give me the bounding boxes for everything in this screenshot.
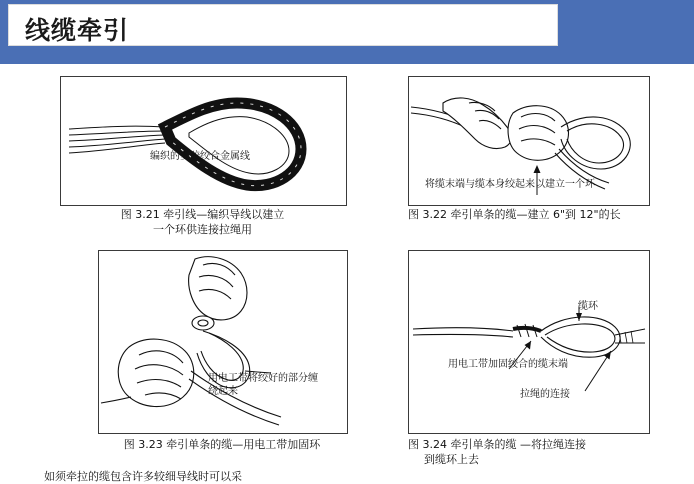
bottom-note: 如须牵拉的缆包含许多较细导线时可以采 — [44, 470, 242, 483]
figure-3-21-caption-line2: 一个环供连接拉绳用 — [153, 222, 252, 236]
figure-3-24-caption-line1: 图 3.24 牵引单条的缆 —将拉绳连接 — [408, 438, 586, 451]
figure-3-24-annotation-0: 缆环 — [578, 301, 598, 312]
figure-3-23-annotation-0: 用电工带将绞好的部分缠绕起来 — [208, 373, 318, 397]
figure-3-24-annotation-2: 拉绳的连接 — [520, 389, 570, 400]
figure-3-24-image — [408, 250, 650, 434]
pull-rope-attached-to-loop-illustration — [409, 251, 647, 431]
page-title: 线缆牵引 — [25, 16, 130, 45]
title-box — [8, 4, 558, 46]
title-banner — [0, 0, 694, 64]
figure-3-21-caption — [60, 208, 345, 238]
figure-3-23-caption — [98, 438, 346, 453]
figure-3-22-annotation-0: 将缆末端与缆本身绞起来以建立一个环 — [425, 179, 595, 190]
figure-3-21-caption-line1: 图 3.21 牵引线—编织导线以建立 — [120, 208, 285, 221]
figure-3-24-annotation-1: 用电工带加固绞合的缆末端 — [448, 359, 568, 370]
figure-3-23-image — [98, 250, 348, 434]
braided-wire-loop-illustration — [61, 77, 344, 203]
figure-3-24-caption-line2: 到缆环上去 — [424, 452, 479, 466]
figure-3-22-caption-line1: 图 3.22 牵引单条的缆—建立 6"到 12"的长 — [408, 208, 621, 221]
hand-taping-loop-illustration — [99, 251, 345, 431]
figure-3-21-image — [60, 76, 347, 206]
figure-3-22-caption — [408, 208, 694, 223]
figure-3-21-annotation-0: 编织的多胶绞合金属线 — [150, 151, 250, 162]
figure-3-24-caption — [408, 438, 680, 468]
figure-3-23-caption-line1: 图 3.23 牵引单条的缆—用电工带加固环 — [123, 438, 321, 451]
